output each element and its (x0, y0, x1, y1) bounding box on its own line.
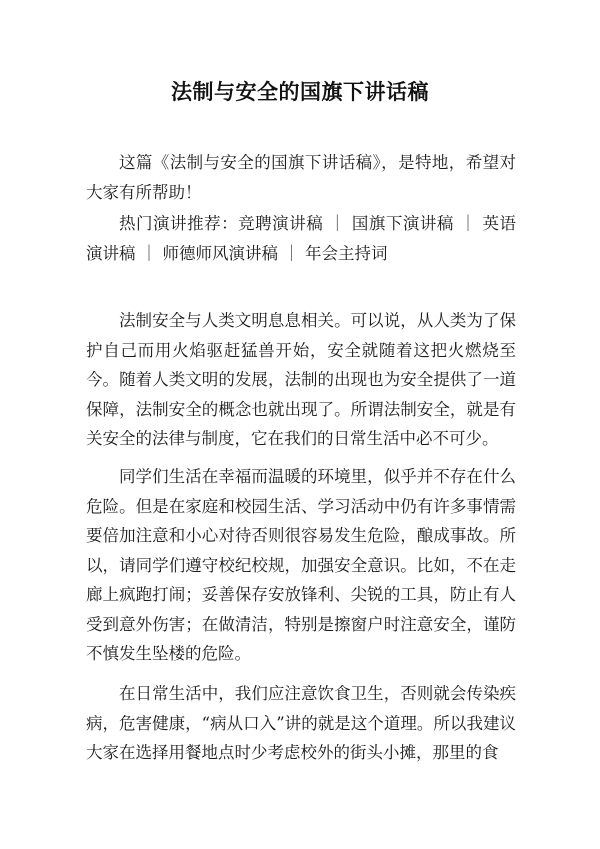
recommend-link-1[interactable]: 国旗下演讲稿 (351, 214, 454, 233)
body-paragraph-2: 同学们生活在幸福而温暖的环境里，似乎并不存在什么危险。但是在家庭和校园生活、学习活动中仍有许多事情需要倍加注意和小心对待否则很容易发生危险，酿成事故。所以，请同学们遵守校纪校规，加强安全意识。比如，不在走廊上疯跑打闹；妥善保存安放锋利、尖锐的工具，防止有人受到意外伤害；在做清洁，特别是擦窗户时注意安全，谨防不慎发生坠楼的危险。 (86, 467, 516, 663)
separator: ｜ (453, 214, 483, 233)
page-title: 法制与安全的国旗下讲话稿 (171, 80, 429, 104)
separator: ｜ (323, 214, 352, 233)
recommend-link-4[interactable]: 年会主持词 (305, 243, 388, 263)
body-paragraph-1: 法制安全与人类文明息息相关。可以说，从人类为了保护自己而用火焰驱赶猛兽开始，安全就随着这把火燃烧至今。随着人类文明的发展，法制的出现也为安全提供了一道保障，法制安全的概念也就出现了。所谓法制安全，就是有关安全的法律与制度，它在我们的日常生活中必不可少。 (86, 311, 516, 448)
intro-paragraph: 这篇《法制与安全的国旗下讲话稿》，是特地，希望对大家有所帮助！ (86, 153, 516, 202)
recommend-link-3[interactable]: 师德师风演讲稿 (162, 243, 278, 263)
hot-recommend-label: 热门演讲推荐： (119, 214, 239, 233)
separator: ｜ (135, 243, 163, 263)
separator: ｜ (278, 243, 305, 263)
recommend-link-2[interactable]: 英语演讲稿 (86, 214, 517, 263)
recommend-link-0[interactable]: 竞聘演讲稿 (238, 214, 324, 233)
hot-recommend-line (86, 209, 516, 268)
body-paragraph-3: 在日常生活中，我们应注意饮食卫生，否则就会传染疾病，危害健康，“病从口入”讲的就是这个道理。所以我建议大家在选择用餐地点时少考虑校外的街头小摊，那里的食 (86, 684, 516, 762)
